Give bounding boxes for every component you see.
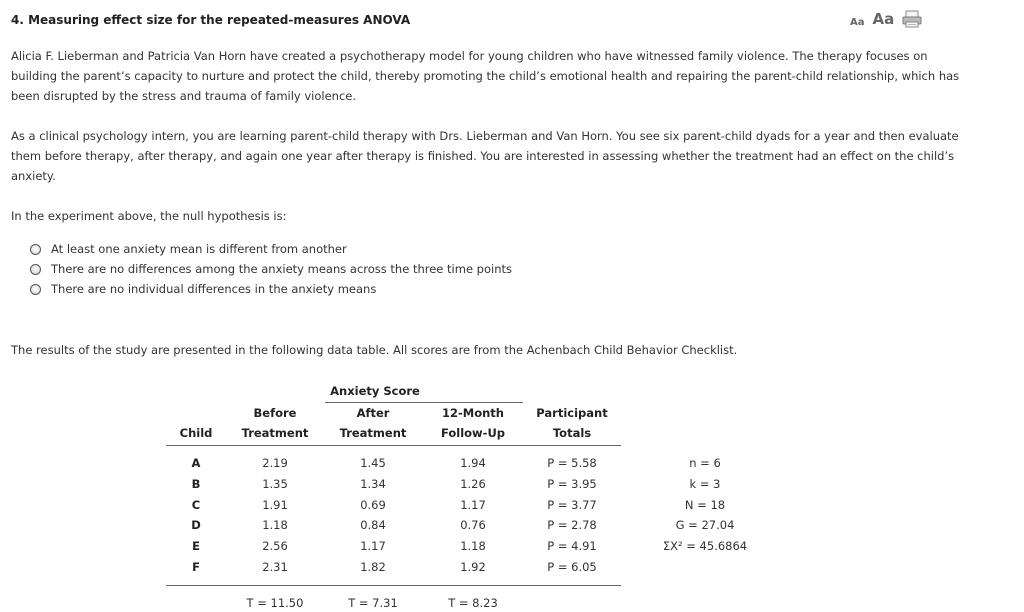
row-child: F: [192, 560, 200, 574]
row-after: 1.17: [360, 539, 386, 553]
row-followup: 1.18: [460, 539, 486, 553]
row-child: C: [191, 498, 201, 512]
row-after: 1.45: [360, 456, 386, 470]
row-total: P = 5.58: [547, 456, 597, 470]
radio-button[interactable]: [30, 284, 41, 295]
row-followup: 1.26: [460, 477, 486, 491]
col-header-child: Child: [179, 426, 213, 440]
row-total: P = 6.05: [547, 560, 597, 574]
col-header-before-2: Treatment: [241, 426, 309, 440]
row-after: 0.69: [360, 498, 386, 512]
stat-G: G = 27.04: [675, 518, 735, 532]
header-rule: [166, 445, 621, 446]
total-after: T = 7.31: [348, 596, 398, 610]
radio-button[interactable]: [30, 264, 41, 275]
col-header-after-1: After: [356, 406, 390, 420]
option-label: There are no individual differences in the anxiety means: [51, 282, 377, 296]
col-header-totals-1: Participant: [536, 406, 608, 420]
stat-sum-x-squared: ΣX² = 45.6864: [662, 539, 748, 553]
row-total: P = 3.77: [547, 498, 597, 512]
radio-button[interactable]: [30, 244, 41, 255]
option-label: At least one anxiety mean is different from another: [51, 242, 347, 256]
row-before: 2.56: [262, 539, 288, 553]
stat-k: k = 3: [689, 477, 721, 491]
option-2[interactable]: [30, 259, 512, 279]
row-followup: 1.94: [460, 456, 486, 470]
row-after: 0.84: [360, 518, 386, 532]
col-header-totals-2: Totals: [552, 426, 592, 440]
row-followup: 0.76: [460, 518, 486, 532]
total-followup: T = 8.23: [448, 596, 498, 610]
row-after: 1.82: [360, 560, 386, 574]
question-prompt: In the experiment above, the null hypothesis is:: [11, 209, 287, 223]
print-icon[interactable]: [902, 10, 922, 28]
col-header-before-1: Before: [253, 406, 297, 420]
stat-N: N = 18: [684, 498, 726, 512]
table-intro: The results of the study are presented in the following data table. All scores are from the Achenbach Child Behavior Checklist.: [11, 343, 738, 357]
row-child: B: [191, 477, 201, 491]
col-header-followup-1: 12-Month: [442, 406, 504, 420]
row-followup: 1.17: [460, 498, 486, 512]
col-header-after-2: Treatment: [339, 426, 407, 440]
col-header-followup-2: Follow-Up: [440, 426, 506, 440]
row-total: P = 4.91: [547, 539, 597, 553]
row-before: 1.18: [262, 518, 288, 532]
decrease-font-button[interactable]: Aa: [850, 17, 865, 28]
row-child: E: [192, 539, 200, 553]
group-header: Anxiety Score: [330, 384, 420, 398]
increase-font-button[interactable]: Aa: [872, 10, 895, 28]
row-followup: 1.92: [460, 560, 486, 574]
answer-options: [30, 239, 512, 299]
total-before: T = 11.50: [246, 596, 304, 610]
totals-rule: [166, 585, 621, 586]
row-child: D: [191, 518, 201, 532]
toolbar: [850, 10, 922, 28]
scenario-paragraph-2: As a clinical psychology intern, you are learning parent-child therapy with Drs. Lieberman and Van Horn. You see six parent-child dyads for a year and then evaluate them before therapy, after therapy, and again one year after therapy is finished. You are interested in assessing whether the treatment had an effect on the child’s anxiety.: [11, 129, 959, 183]
group-header-rule: [325, 402, 523, 403]
option-3[interactable]: [30, 279, 512, 299]
row-total: P = 2.78: [547, 518, 597, 532]
row-child: A: [191, 456, 201, 470]
row-before: 2.31: [262, 560, 288, 574]
row-before: 1.91: [262, 498, 288, 512]
row-after: 1.34: [360, 477, 386, 491]
row-before: 1.35: [262, 477, 288, 491]
stat-n: n = 6: [689, 456, 721, 470]
scenario-paragraph-1: Alicia F. Lieberman and Patricia Van Horn have created a psychotherapy model for young children who have witnessed family violence. The therapy focuses on building the parent’s capacity to nurture and protect the child, thereby promoting the child’s emotional health and repairing the parent-child relationship, which has been disrupted by the stress and trauma of family violence.: [11, 49, 960, 103]
option-label: There are no differences among the anxiety means across the three time points: [51, 262, 512, 276]
question-title: 4. Measuring effect size for the repeated-measures ANOVA: [11, 13, 411, 27]
option-1[interactable]: [30, 239, 512, 259]
row-total: P = 3.95: [547, 477, 597, 491]
row-before: 2.19: [262, 456, 288, 470]
